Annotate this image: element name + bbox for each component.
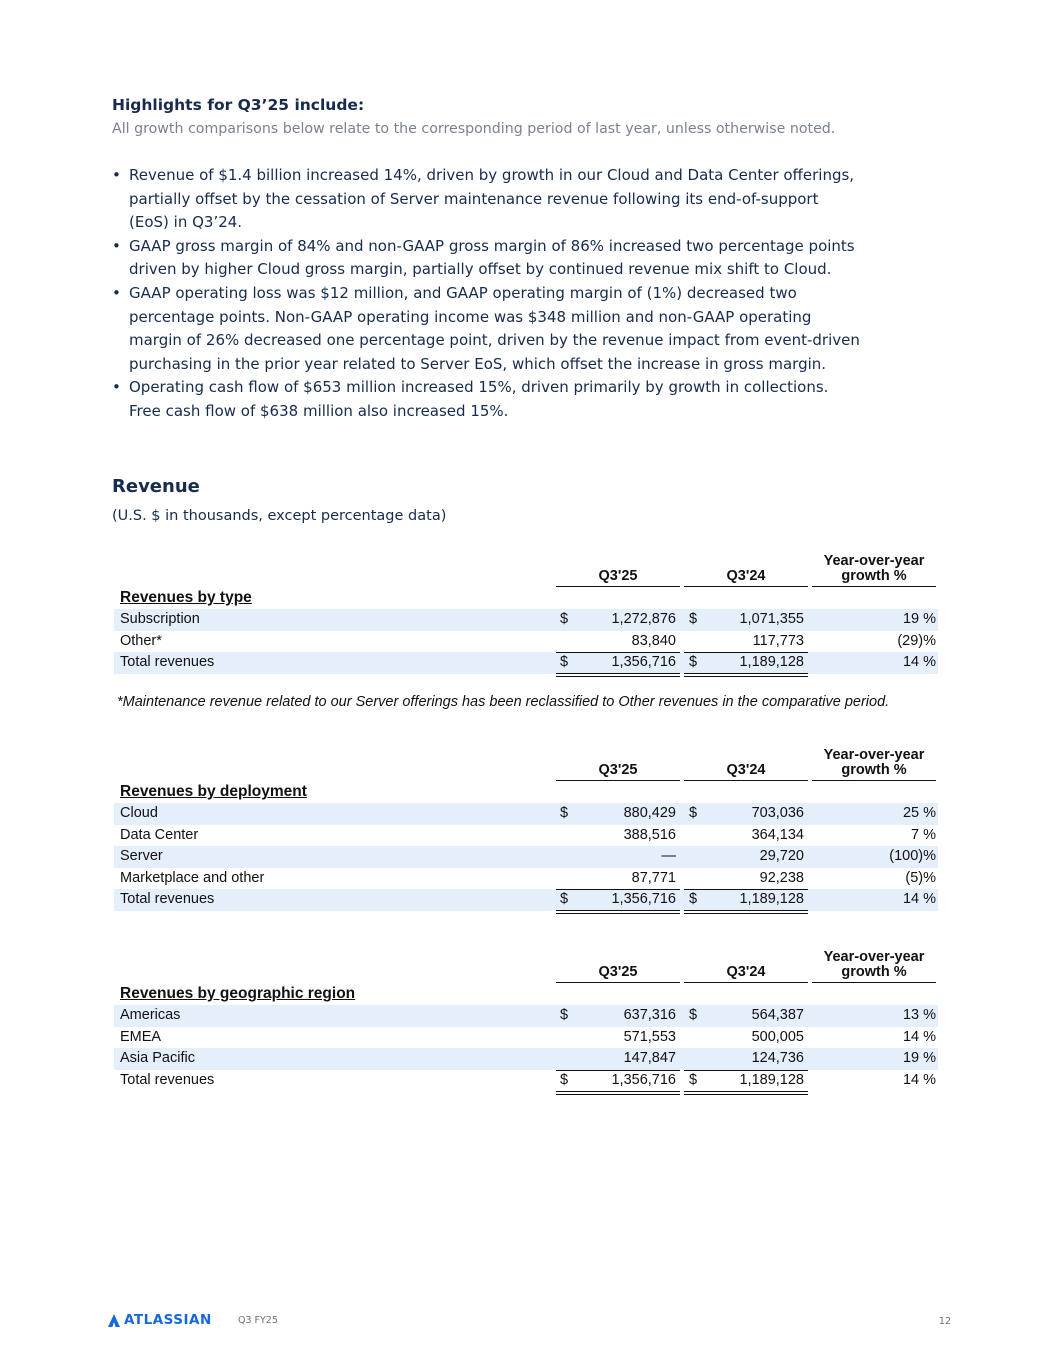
bullet-line: • GAAP gross margin of 84% and non-GAAP gross margin of 86% increased two percentage points xyxy=(129,236,855,255)
row-label: Total revenues xyxy=(120,891,215,908)
value-q325: 1,356,716 xyxy=(611,654,676,671)
column-header: Q3'25 xyxy=(556,556,680,587)
value-q324: 564,387 xyxy=(751,1007,804,1023)
currency-symbol: $ xyxy=(689,891,698,908)
column-header: Q3'25 xyxy=(556,750,680,781)
value-q324: 124,736 xyxy=(751,1050,804,1067)
value-growth: 13 % xyxy=(902,1007,936,1023)
value-q325: 571,553 xyxy=(623,1028,676,1045)
row-label: Asia Pacific xyxy=(120,1050,195,1067)
value-growth: 7 % xyxy=(911,826,936,843)
total-double-rule xyxy=(556,1091,680,1095)
bullet-line: driven by higher Cloud gross margin, partially offset by continued revenue mix shift to Cloud. xyxy=(129,260,832,279)
value-q324: 117,773 xyxy=(752,632,804,649)
bullet-line: margin of 26% decreased one percentage point, driven by the revenue impact from event-driven xyxy=(129,331,860,350)
row-label: EMEA xyxy=(120,1028,162,1045)
value-q325: 1,356,716 xyxy=(611,891,676,908)
value-q325: 83,840 xyxy=(631,632,676,649)
value-q325: 388,516 xyxy=(623,826,676,843)
value-q324: 364,134 xyxy=(751,826,804,843)
table-row xyxy=(114,868,938,890)
total-rule xyxy=(684,889,808,890)
value-q324: 703,036 xyxy=(751,805,804,821)
bullet-line: • GAAP operating loss was $12 million, and GAAP operating margin of (1%) decreased two xyxy=(129,283,797,302)
value-q325: 1,272,876 xyxy=(611,611,676,627)
value-q325: 147,847 xyxy=(623,1050,676,1067)
column-header: Q3'25 xyxy=(556,952,680,983)
column-header: Year-over-year growth % xyxy=(812,750,936,781)
row-label: Marketplace and other xyxy=(120,869,265,886)
value-q325: 1,356,716 xyxy=(611,1071,676,1088)
bullet-line: percentage points. Non-GAAP operating income was $348 million and non-GAAP operating xyxy=(129,307,812,326)
row-label: Subscription xyxy=(120,611,200,627)
footer-period: Q3 FY25 xyxy=(238,1315,278,1326)
value-growth: 25 % xyxy=(902,805,936,821)
row-label: Americas xyxy=(120,1007,181,1023)
currency-symbol: $ xyxy=(689,805,698,821)
row-label: Cloud xyxy=(120,805,158,821)
total-double-rule xyxy=(556,673,680,677)
row-label: Total revenues xyxy=(120,654,215,671)
row-label: Data Center xyxy=(120,826,199,843)
value-q324: 29,720 xyxy=(759,848,804,865)
currency-symbol: $ xyxy=(689,1007,698,1023)
bullet-line: partially offset by the cessation of Server maintenance revenue following its end-of-support xyxy=(129,189,819,208)
value-q324: 1,189,128 xyxy=(739,654,804,671)
currency-symbol: $ xyxy=(560,1071,569,1088)
value-growth: (29)% xyxy=(897,632,936,649)
section-title: Revenues by deployment xyxy=(120,783,307,800)
total-row xyxy=(114,1070,938,1092)
currency-symbol: $ xyxy=(560,654,569,671)
currency-symbol: $ xyxy=(560,891,569,908)
column-header: Q3'24 xyxy=(684,952,808,983)
table-row xyxy=(114,1048,938,1070)
revenue-units: (U.S. $ in thousands, except percentage data) xyxy=(112,508,447,524)
revenue-heading: Revenue xyxy=(112,476,200,497)
highlights-list xyxy=(112,164,860,424)
section-title: Revenues by type xyxy=(120,589,252,606)
column-header: Q3'24 xyxy=(684,750,808,781)
currency-symbol: $ xyxy=(689,1071,698,1088)
column-header: Year-over-year growth % xyxy=(812,952,936,983)
bullet-item xyxy=(112,164,860,235)
bullet-line: (EoS) in Q3’24. xyxy=(129,213,243,232)
value-q324: 92,238 xyxy=(759,869,804,886)
total-double-rule xyxy=(684,910,808,914)
bullet-line: • Operating cash flow of $653 million increased 15%, driven primarily by growth in collections. xyxy=(129,378,829,397)
bullet-line: Free cash flow of $638 million also increased 15%. xyxy=(129,401,509,420)
value-q325: 637,316 xyxy=(623,1007,676,1023)
total-rule xyxy=(684,652,808,653)
value-growth: (5)% xyxy=(905,869,936,886)
revenues-by-type-table xyxy=(114,554,938,674)
atlassian-logo xyxy=(108,1312,212,1328)
revenues-by-deployment-table xyxy=(114,748,938,911)
section-title: Revenues by geographic region xyxy=(120,985,356,1002)
table-row xyxy=(114,803,938,825)
value-growth: (100)% xyxy=(889,848,936,865)
footnote: *Maintenance revenue related to our Server offerings has been reclassified to Other revenues in the comparative period. xyxy=(117,694,890,710)
value-growth: 14 % xyxy=(902,654,936,671)
value-q324: 1,189,128 xyxy=(739,891,804,908)
currency-symbol: $ xyxy=(689,654,698,671)
table-header xyxy=(114,748,938,781)
value-q324: 1,071,355 xyxy=(739,611,804,627)
total-double-rule xyxy=(684,1091,808,1095)
value-growth: 14 % xyxy=(902,1071,936,1088)
value-q325: 87,771 xyxy=(631,869,676,886)
bullet-item xyxy=(112,235,860,282)
page-number: 12 xyxy=(938,1316,951,1327)
total-double-rule xyxy=(556,910,680,914)
logo-text: ATLASSIAN xyxy=(124,1312,212,1328)
total-row xyxy=(114,652,938,674)
value-q325: 880,429 xyxy=(623,805,676,821)
value-growth: 14 % xyxy=(902,1028,936,1045)
table-header xyxy=(114,950,938,983)
table-row xyxy=(114,1027,938,1049)
total-rule xyxy=(556,1070,680,1071)
column-header: Q3'24 xyxy=(684,556,808,587)
currency-symbol: $ xyxy=(560,1007,569,1023)
value-q324: 500,005 xyxy=(751,1028,804,1045)
value-q324: 1,189,128 xyxy=(739,1071,804,1088)
table-row xyxy=(114,1005,938,1027)
total-rule xyxy=(556,652,680,653)
revenues-by-region-table xyxy=(114,950,938,1091)
total-double-rule xyxy=(684,673,808,677)
table-row xyxy=(114,846,938,868)
bullet-item xyxy=(112,282,860,376)
bullet-line: purchasing in the prior year related to Server EoS, which offset the increase in gross margin. xyxy=(129,354,827,373)
table-row xyxy=(114,825,938,847)
table-header xyxy=(114,554,938,587)
value-growth: 19 % xyxy=(902,611,936,627)
row-label: Total revenues xyxy=(120,1071,215,1088)
currency-symbol: $ xyxy=(560,611,569,627)
highlights-title: Highlights for Q3’25 include: xyxy=(112,96,365,114)
bullet-item xyxy=(112,376,860,423)
value-q325: — xyxy=(661,848,676,865)
table-row xyxy=(114,609,938,631)
table-row xyxy=(114,631,938,653)
currency-symbol: $ xyxy=(689,611,698,627)
column-header: Year-over-year growth % xyxy=(812,556,936,587)
total-row xyxy=(114,889,938,911)
highlights-subtitle: All growth comparisons below relate to the corresponding period of last year, unless otherwise noted. xyxy=(112,121,836,137)
row-label: Other* xyxy=(120,632,162,649)
bullet-line: • Revenue of $1.4 billion increased 14%, driven by growth in our Cloud and Data Center offerings, xyxy=(129,166,855,184)
total-rule xyxy=(684,1070,808,1071)
value-growth: 19 % xyxy=(902,1050,936,1067)
value-growth: 14 % xyxy=(902,891,936,908)
row-label: Server xyxy=(120,848,163,865)
total-rule xyxy=(556,889,680,890)
atlassian-logo-icon xyxy=(108,1314,120,1327)
currency-symbol: $ xyxy=(560,805,569,821)
